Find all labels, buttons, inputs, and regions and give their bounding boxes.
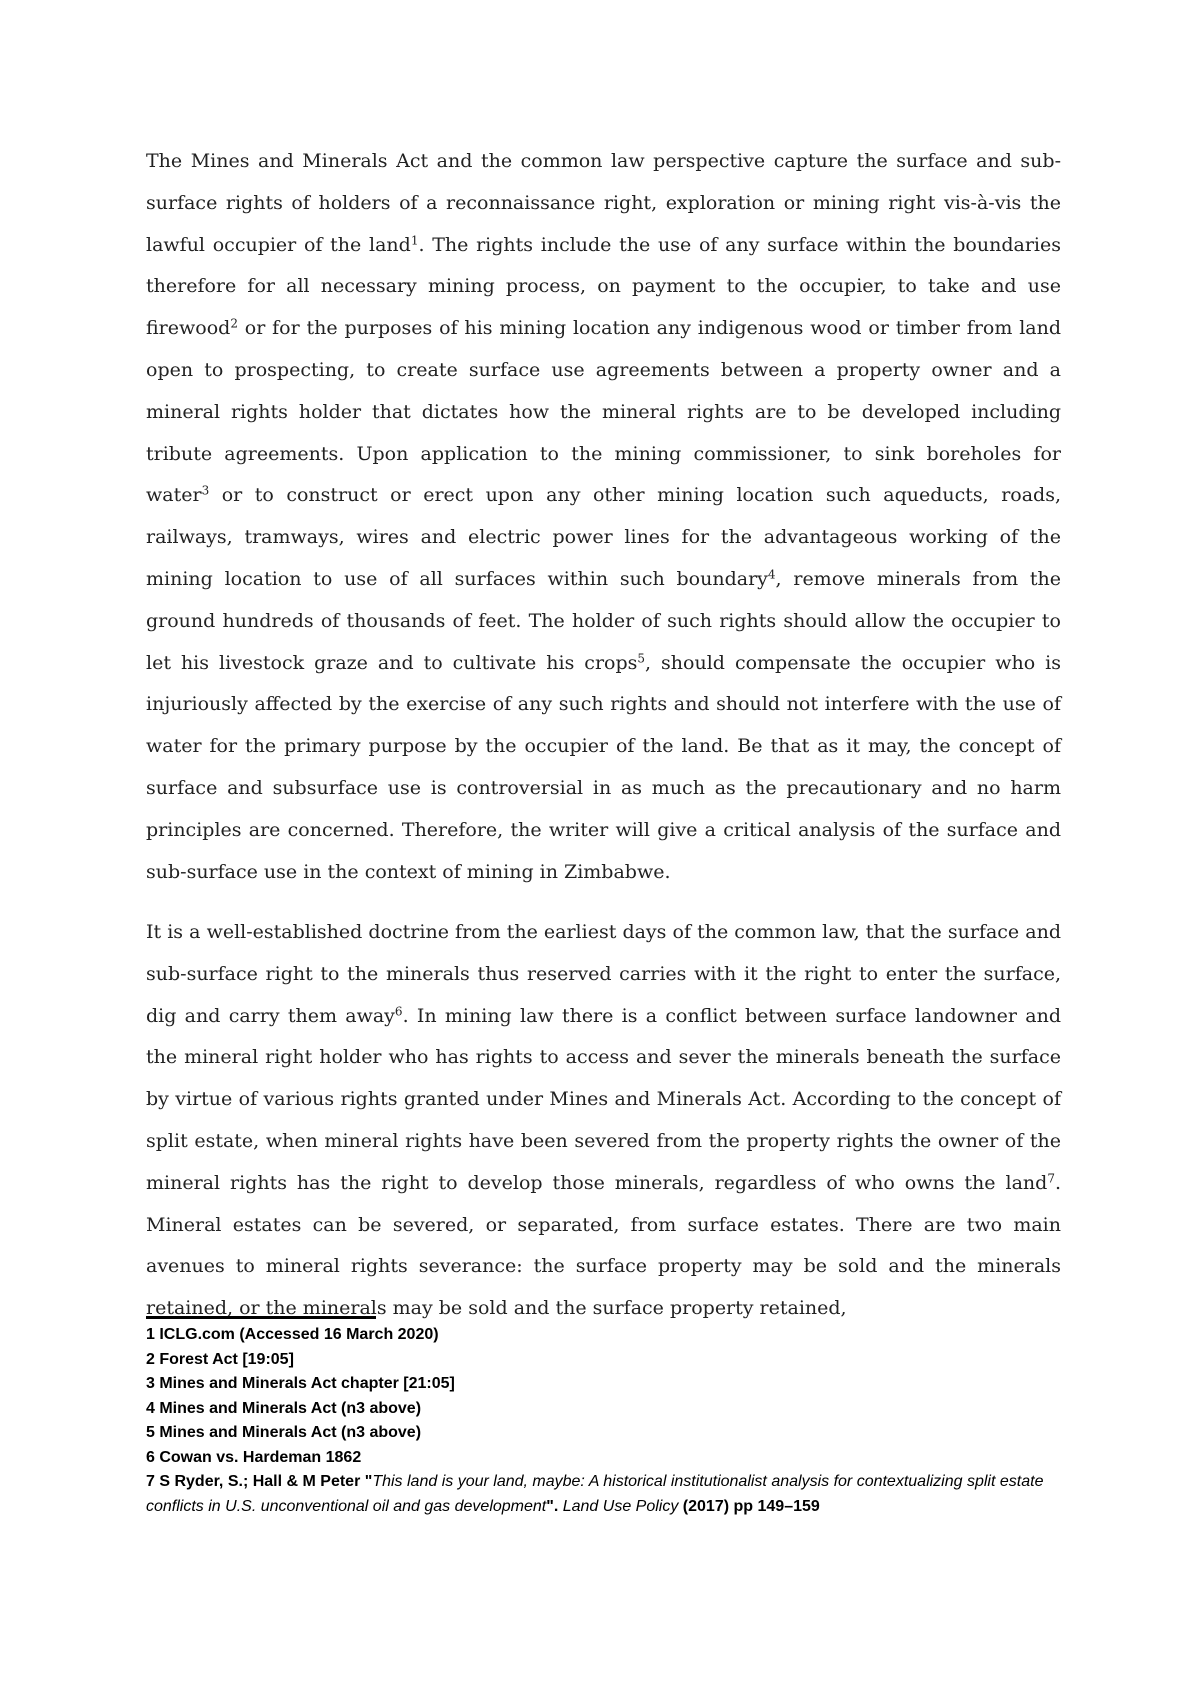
footnote-7-pages: (2017) pp 149–159 — [678, 1497, 820, 1515]
para2-text-2: . In mining law there is a conflict between surface landowner and the mineral right holder who has rights to access and sever the minerals beneath the surface by virtue of various rights granted under Mines and Minerals Act. According to the concept of split estate, when mineral rights have been severed from the property rights the owner of the mineral rights has the right to develop those minerals, regardless of who owns the land — [146, 1004, 1061, 1194]
para1-text-2: . The rights include the use of any surface within the boundaries therefore for all necessary mining process, on payment to the occupier, to take and use firewood — [146, 233, 1061, 340]
footnote-2: 2 Forest Act [19:05] — [146, 1350, 294, 1368]
footnote-6: 6 Cowan vs. Hardeman 1862 — [146, 1448, 362, 1466]
footnote-7-article-title: This land is your land, maybe: A historical institutionalist analysis for contextualizing split estate conflicts in U.S. unconventional oil and gas development — [146, 1473, 1044, 1515]
footnote-ref-7[interactable]: 7 — [1047, 1171, 1055, 1186]
para1-text-4: or to construct or erect upon any other mining location such aqueducts, roads, railways, tramways, wires and electric power lines for the advantageous working of the mining location to use of all surfaces within such boundary — [146, 484, 1061, 590]
footnote-ref-5[interactable]: 5 — [637, 650, 646, 665]
footnotes — [146, 1323, 1076, 1519]
footnote-7-journal: Land Use Policy — [562, 1497, 679, 1515]
footnote-ref-1[interactable]: 1 — [410, 233, 419, 247]
footnote-4: 4 Mines and Minerals Act (n3 above) — [146, 1399, 422, 1417]
para1-text-5: , remove minerals from the ground hundreds of thousands of feet. The holder of such rights should allow the occupier to let his livestock graze and to cultivate his crops — [146, 567, 1061, 674]
footnote-ref-6[interactable]: 6 — [394, 1004, 403, 1018]
footnote-1: 1 ICLG.com (Accessed 16 March 2020) — [146, 1326, 439, 1343]
footnote-separator — [146, 1316, 376, 1319]
footnote-ref-2[interactable]: 2 — [230, 316, 238, 331]
paragraph-split-estate — [146, 912, 1061, 1330]
para1-text-1: The Mines and Minerals Act and the common law perspective capture the surface and sub-surface rights of holders of a reconnaissance right, exploration or mining right vis-à-vis the lawful occupier of the land — [146, 150, 1061, 256]
para1-text-6: , should compensate the occupier who is injuriously affected by the exercise of any such rights and should not interfere with the use of water for the primary purpose by the occupier of the land. Be that as it may, the concept of surface and subsurface use is controversial in as much as the precautionary and no harm principles are concerned. Therefore, the writer will give a critical analysis of the surface and sub-surface use in the context of mining in Zimbabwe. — [146, 651, 1061, 883]
footnote-3: 3 Mines and Minerals Act chapter [21:05] — [146, 1375, 455, 1392]
footnote-5: 5 Mines and Minerals Act (n3 above) — [146, 1424, 422, 1441]
footnote-7-authors: 7 S Ryder, S.; Hall & M Peter " — [146, 1473, 373, 1490]
para2-text-1: It is a well-established doctrine from the earliest days of the common law, that the surface and sub-surface right to the minerals thus reserved carries with it the right to enter the surface, dig and carry them away — [146, 921, 1061, 1027]
para2-text-3: . Mineral estates can be severed, or separated, from surface estates. There are two main avenues to mineral rights severance: the surface property may be sold and the minerals retained, or the minerals may be sold and the surface property retained, — [146, 1171, 1061, 1320]
footnote-7 — [146, 1470, 1076, 1519]
footnote-ref-3[interactable]: 3 — [201, 483, 210, 498]
paragraph-surface-rights — [146, 141, 1061, 893]
para1-text-3: or for the purposes of his mining location any indigenous wood or timber from land open to prospecting, to create surface use agreements between a property owner and a mineral rights holder that dictates how the mineral rights are to be developed including tribute agreements. Upon application to the mining commissioner, to sink boreholes for water — [146, 317, 1061, 507]
footnote-ref-4[interactable]: 4 — [767, 567, 776, 582]
footnote-7-quote-close: ". — [546, 1497, 563, 1515]
